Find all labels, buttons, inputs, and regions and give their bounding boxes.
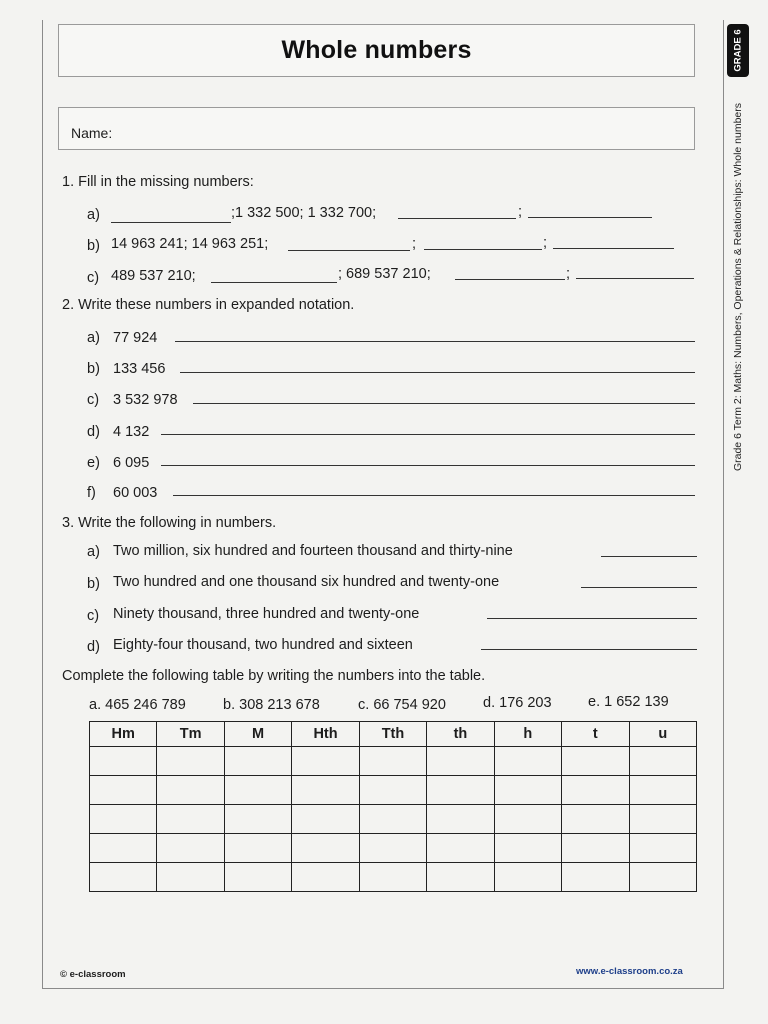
table-cell[interactable] bbox=[562, 805, 629, 834]
name-field[interactable] bbox=[58, 107, 695, 150]
table-cell[interactable] bbox=[427, 776, 494, 805]
col-t: t bbox=[562, 722, 629, 747]
q3d-text: Eighty-four thousand, two hundred and sixteen bbox=[113, 637, 413, 653]
table-cell[interactable] bbox=[494, 863, 561, 892]
footer-copyright: © e-classroom bbox=[60, 969, 126, 980]
grade-tab bbox=[727, 24, 749, 77]
q1a-blank-3[interactable] bbox=[528, 217, 652, 218]
table-cell[interactable] bbox=[562, 863, 629, 892]
q1c-blank-2[interactable] bbox=[455, 279, 565, 280]
table-cell[interactable] bbox=[629, 776, 697, 805]
q2e-value: 6 095 bbox=[113, 455, 150, 471]
q1c-sep: ; bbox=[566, 266, 571, 282]
q4-number-c: c. 66 754 920 bbox=[358, 697, 446, 713]
col-tm: Tm bbox=[157, 722, 224, 747]
q1b-blank-3[interactable] bbox=[553, 248, 674, 249]
q1b-sep-2: ; bbox=[543, 235, 548, 251]
table-cell[interactable] bbox=[292, 776, 359, 805]
table-cell[interactable] bbox=[157, 805, 224, 834]
q2b-value: 133 456 bbox=[113, 361, 166, 377]
table-header-row bbox=[90, 722, 697, 747]
q3c-label: c) bbox=[87, 608, 100, 624]
q3a-answer-line[interactable] bbox=[601, 556, 697, 557]
q3d-answer-line[interactable] bbox=[481, 649, 697, 650]
q2c-value: 3 532 978 bbox=[113, 392, 178, 408]
table-cell[interactable] bbox=[90, 805, 157, 834]
table-cell[interactable] bbox=[359, 834, 426, 863]
q1b-blank-1[interactable] bbox=[288, 250, 410, 251]
q2e-label: e) bbox=[87, 455, 100, 471]
q1c-blank-1[interactable] bbox=[211, 282, 337, 283]
col-hth: Hth bbox=[292, 722, 359, 747]
table-cell[interactable] bbox=[157, 776, 224, 805]
side-caption: Grade 6 Term 2: Maths: Numbers, Operations & Relationships: Whole numbers bbox=[732, 102, 744, 472]
q1c-label: c) bbox=[87, 270, 100, 286]
table-cell[interactable] bbox=[359, 805, 426, 834]
q1b-text: 14 963 241; 14 963 251; bbox=[111, 236, 269, 252]
footer-url: www.e-classroom.co.za bbox=[576, 966, 683, 977]
table-cell[interactable] bbox=[292, 805, 359, 834]
table-cell[interactable] bbox=[90, 747, 157, 776]
table-row bbox=[90, 805, 697, 834]
title-box bbox=[58, 24, 695, 77]
q3-prompt: 3. Write the following in numbers. bbox=[62, 515, 277, 531]
q1b-blank-2[interactable] bbox=[424, 249, 542, 250]
col-tth: Tth bbox=[359, 722, 426, 747]
col-m: M bbox=[224, 722, 291, 747]
table-cell[interactable] bbox=[359, 863, 426, 892]
table-cell[interactable] bbox=[224, 747, 291, 776]
q1b-sep-1: ; bbox=[412, 236, 417, 252]
q1b-label: b) bbox=[87, 238, 100, 254]
q2a-label: a) bbox=[87, 330, 100, 346]
table-cell[interactable] bbox=[90, 863, 157, 892]
q3b-label: b) bbox=[87, 576, 100, 592]
table-cell[interactable] bbox=[494, 805, 561, 834]
q1c-text-2: ; 689 537 210; bbox=[338, 266, 431, 282]
table-cell[interactable] bbox=[562, 776, 629, 805]
q2d-value: 4 132 bbox=[113, 424, 150, 440]
table-cell[interactable] bbox=[157, 747, 224, 776]
table-cell[interactable] bbox=[629, 805, 697, 834]
q2a-answer-line[interactable] bbox=[175, 341, 695, 342]
table-cell[interactable] bbox=[157, 834, 224, 863]
q1a-blank-2[interactable] bbox=[398, 218, 516, 219]
table-row bbox=[90, 834, 697, 863]
q2c-answer-line[interactable] bbox=[193, 403, 695, 404]
q1a-label: a) bbox=[87, 207, 100, 223]
q3b-text: Two hundred and one thousand six hundred and twenty-one bbox=[113, 574, 500, 590]
q2a-value: 77 924 bbox=[113, 330, 158, 346]
table-cell[interactable] bbox=[90, 776, 157, 805]
q3b-answer-line[interactable] bbox=[581, 587, 697, 588]
q4-number-e: e. 1 652 139 bbox=[588, 694, 669, 710]
q1-prompt: 1. Fill in the missing numbers: bbox=[62, 174, 254, 190]
q2b-answer-line[interactable] bbox=[180, 372, 695, 373]
table-cell[interactable] bbox=[224, 834, 291, 863]
col-u: u bbox=[629, 722, 697, 747]
table-cell[interactable] bbox=[494, 834, 561, 863]
q3c-text: Ninety thousand, three hundred and twenty-one bbox=[113, 606, 420, 622]
table-cell[interactable] bbox=[629, 834, 697, 863]
table-cell[interactable] bbox=[157, 863, 224, 892]
q1c-text-1: 489 537 210; bbox=[111, 268, 196, 284]
q4-prompt: Complete the following table by writing the numbers into the table. bbox=[62, 668, 486, 684]
table-cell[interactable] bbox=[562, 747, 629, 776]
q3c-answer-line[interactable] bbox=[487, 618, 697, 619]
table-row bbox=[90, 747, 697, 776]
col-th: th bbox=[427, 722, 494, 747]
q2c-label: c) bbox=[87, 392, 100, 408]
q4-number-a: a. 465 246 789 bbox=[89, 697, 186, 713]
table-cell[interactable] bbox=[292, 747, 359, 776]
table-cell[interactable] bbox=[629, 863, 697, 892]
table-cell[interactable] bbox=[224, 776, 291, 805]
q2d-answer-line[interactable] bbox=[161, 434, 695, 435]
col-hm: Hm bbox=[90, 722, 157, 747]
q2-prompt: 2. Write these numbers in expanded notation. bbox=[62, 297, 355, 313]
table-cell[interactable] bbox=[562, 834, 629, 863]
q3a-text: Two million, six hundred and fourteen thousand and thirty-nine bbox=[113, 543, 513, 559]
table-row bbox=[90, 776, 697, 805]
q2e-answer-line[interactable] bbox=[161, 465, 695, 466]
table-cell[interactable] bbox=[427, 747, 494, 776]
table-cell[interactable] bbox=[629, 747, 697, 776]
q2b-label: b) bbox=[87, 361, 100, 377]
q4-number-b: b. 308 213 678 bbox=[223, 697, 320, 713]
table-cell[interactable] bbox=[359, 776, 426, 805]
q2f-answer-line[interactable] bbox=[173, 495, 695, 496]
name-label: Name: bbox=[71, 125, 113, 141]
table-cell[interactable] bbox=[292, 863, 359, 892]
q2f-label: f) bbox=[87, 485, 96, 501]
q1a-blank-1[interactable] bbox=[111, 222, 231, 223]
q4-number-d: d. 176 203 bbox=[483, 695, 552, 711]
grade-tab-label: GRADE 6 bbox=[732, 29, 744, 72]
table-cell[interactable] bbox=[292, 834, 359, 863]
table-cell[interactable] bbox=[427, 834, 494, 863]
table-cell[interactable] bbox=[494, 776, 561, 805]
table-cell[interactable] bbox=[90, 834, 157, 863]
table-cell[interactable] bbox=[427, 863, 494, 892]
place-value-table bbox=[89, 721, 697, 892]
page-title: Whole numbers bbox=[281, 36, 472, 64]
table-cell[interactable] bbox=[224, 863, 291, 892]
table-cell[interactable] bbox=[494, 747, 561, 776]
q3a-label: a) bbox=[87, 544, 100, 560]
q2f-value: 60 003 bbox=[113, 485, 158, 501]
col-h: h bbox=[494, 722, 561, 747]
q1a-text: ;1 332 500; 1 332 700; bbox=[231, 205, 377, 221]
table-cell[interactable] bbox=[224, 805, 291, 834]
table-row bbox=[90, 863, 697, 892]
q2d-label: d) bbox=[87, 424, 100, 440]
table-cell[interactable] bbox=[427, 805, 494, 834]
q3d-label: d) bbox=[87, 639, 100, 655]
q1a-sep: ; bbox=[518, 204, 523, 220]
q1c-blank-3[interactable] bbox=[576, 278, 694, 279]
table-cell[interactable] bbox=[359, 747, 426, 776]
